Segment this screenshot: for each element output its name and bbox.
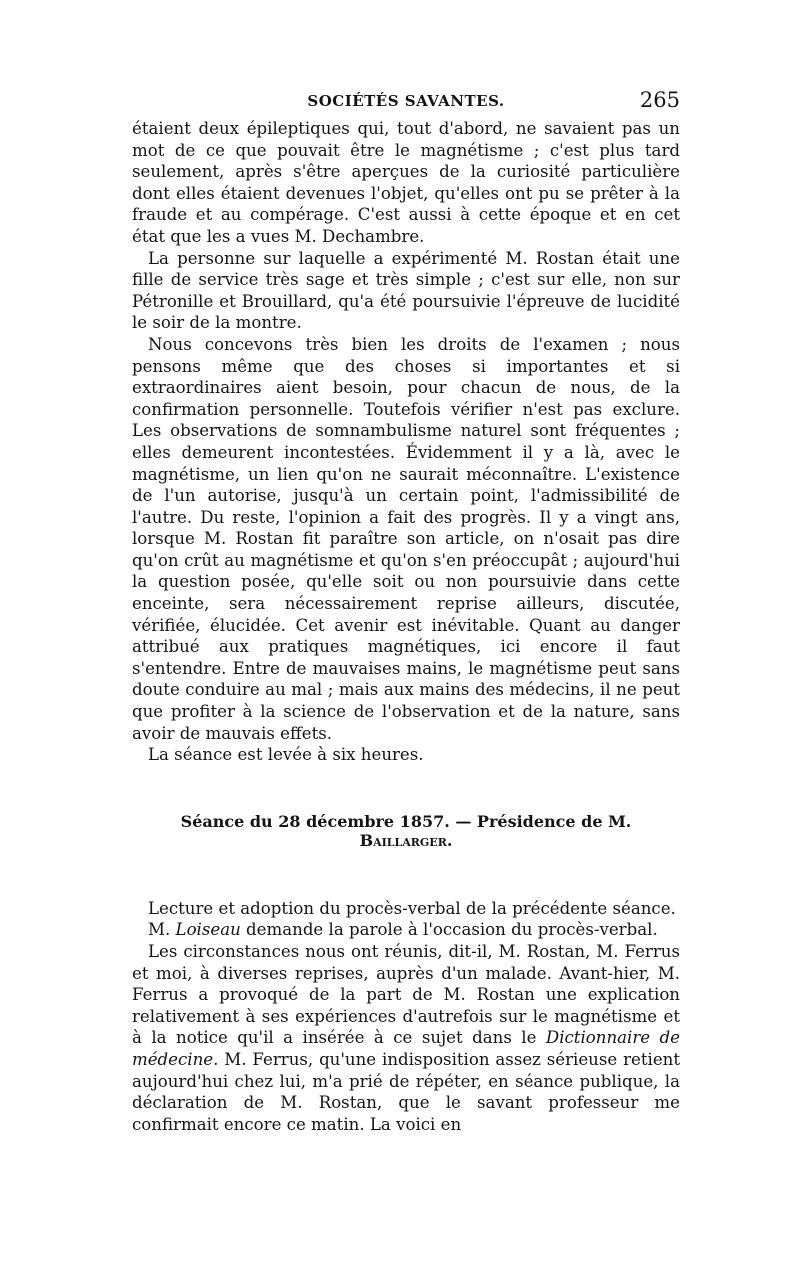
- dictionary-title: Dictionnaire de médecine: [132, 1028, 680, 1069]
- circumstances-before: Les circonstances nous ont réunis, dit-il, M. Rostan, M. Ferrus et moi, à diverses reprises, auprès d'un malade. Avant-hier, M. Ferrus a provoqué de la part de M. Rostan une explication relativement à ses expériences d'autrefois sur le magnétisme et à la notice qu'il a insérée à ce sujet dans le: [132, 942, 680, 1048]
- paragraph-minutes: Lecture et adoption du procès-verbal de la précédente séance.: [148, 898, 676, 918]
- section-heading-end: .: [446, 830, 453, 850]
- loiseau-before: M.: [148, 920, 176, 940]
- paragraph-circumstances: [132, 941, 680, 1135]
- loiseau-after: demande la parole à l'occasion du procès-verbal.: [240, 920, 658, 940]
- paragraph-examination: Nous concevons très bien les droits de l'examen ; nous pensons même que des choses si importantes et si extraordinaires aient besoin, pour chacun de nous, de la confirmation personnelle. Toutefois vérifier n'est pas exclure. Les observations de somnambulisme naturel sont fréquentes ; elles demeurent incontestées. Évidemment il y a là, avec le magnétisme, un lien qu'on ne saurait méconnaître. L'existence de l'un autorise, jusqu'à un certain point, l'admissibilité de l'autre. Du reste, l'opinion a fait des progrès. Il y a vingt ans, lorsque M. Rostan fit paraître son article, on n'osait pas dire qu'on crût au magnétisme et qu'on s'en préoccupât ; aujourd'hui la question posée, qu'elle soit ou non poursuivie dans cette enceinte, sera nécessairement reprise ailleurs, discutée, vérifiée, élucidée. Cet avenir est inévitable. Quant au danger attribué aux pratiques magnétiques, ici encore il faut s'entendre. Entre de mauvaises mains, le magnétisme peut sans doute conduire au mal ; mais aux mains des médecins, il ne peut que profiter à la science de l'observation et de la nature, sans avoir de mauvais effets.: [132, 334, 680, 743]
- page-number: 265: [639, 88, 680, 112]
- circumstances-after: . M. Ferrus, qu'une indisposition assez sérieuse retient aujourd'hui chez lui, m'a prié de répéter, en séance publique, la déclaration de M. Rostan, que le savant professeur me confirmait encore ce matin. La voici en: [132, 1049, 680, 1134]
- section-heading: [132, 812, 680, 850]
- running-title: SOCIÉTÉS SAVANTES.: [307, 92, 505, 110]
- paragraph-epileptics: étaient deux épileptiques qui, tout d'abord, ne savaient pas un mot de ce que pouvait être le magnétisme ; c'est plus tard seulement, après s'être aperçues de la curiosité particulière dont elles étaient devenues l'objet, qu'elles ont pu se prêter à la fraude et au compérage. C'est aussi à cette époque et en cet état que les a vues M. Dechambre.: [132, 119, 680, 246]
- paragraph-loiseau: [132, 919, 680, 941]
- section-heading-text: Séance du 28 décembre 1857. — Présidence de M.: [180, 811, 632, 831]
- paragraph-rostan-subject: La personne sur laquelle a expérimenté M. Rostan était une fille de service très sage et très simple ; c'est sur elle, non sur Pétronille et Brouillard, qu'a été poursuivie l'épreuve de lucidité le soir de la montre.: [132, 248, 680, 333]
- speaker-name: Loiseau: [175, 920, 241, 940]
- running-head: [132, 88, 680, 118]
- paragraph-session-closed: La séance est levée à six heures.: [148, 745, 424, 765]
- president-name: Baillarger: [359, 830, 447, 850]
- book-page: [132, 88, 680, 1135]
